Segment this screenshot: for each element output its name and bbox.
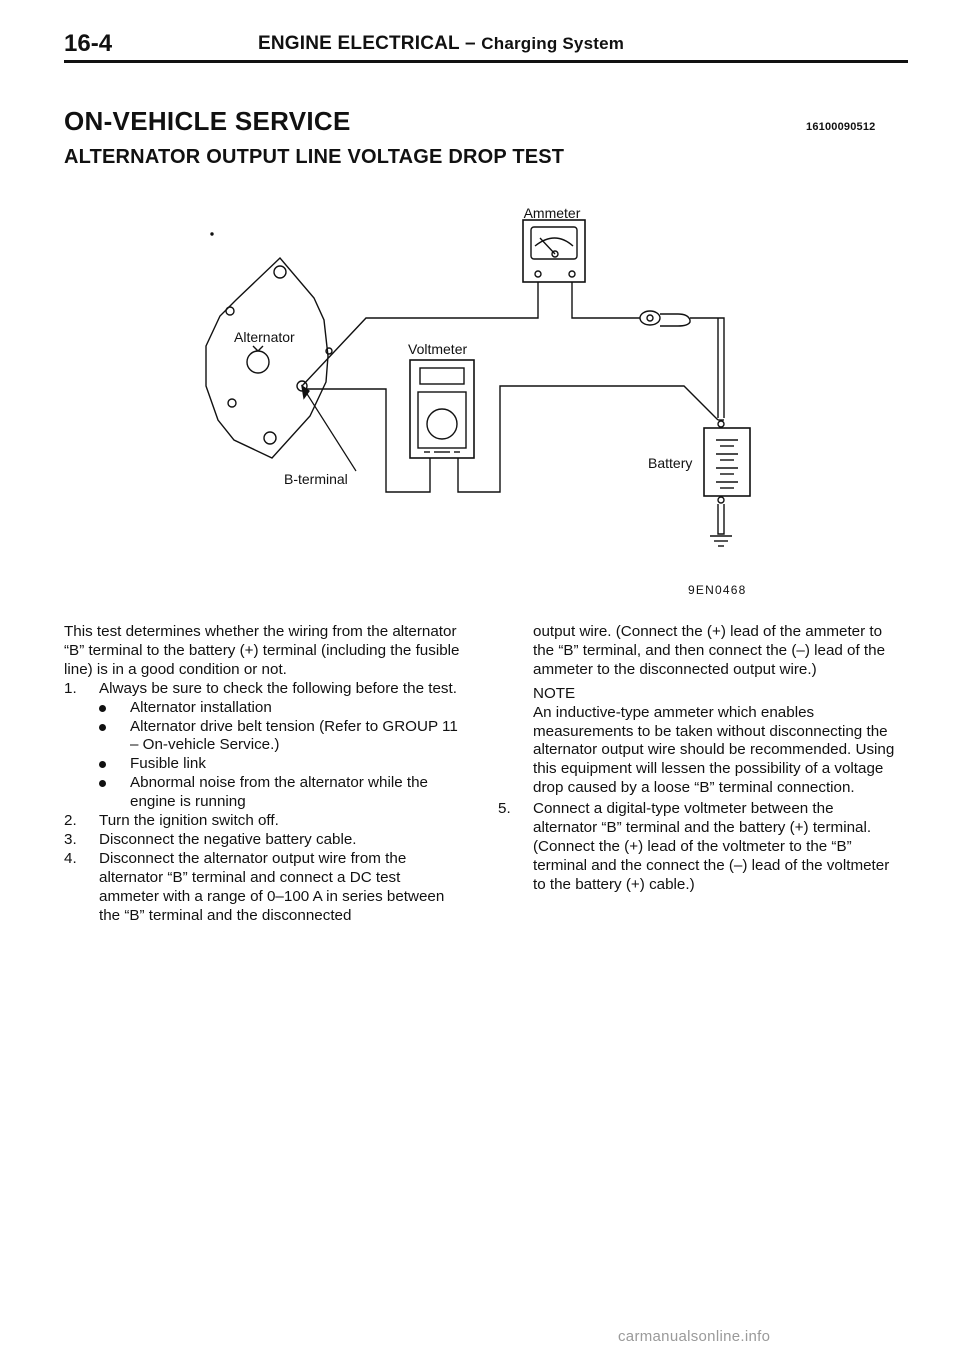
check-item xyxy=(64,774,464,812)
watermark: carmanualsonline.info xyxy=(618,1328,771,1345)
header-subtitle: Charging System xyxy=(481,34,625,53)
step-number: 4. xyxy=(64,849,77,867)
voltmeter-label: Voltmeter xyxy=(408,341,468,357)
note-label: NOTE xyxy=(533,684,576,702)
bullet-icon xyxy=(99,780,106,787)
step-4 xyxy=(64,850,464,926)
page-number: 16-4 xyxy=(64,30,113,57)
alternator-icon xyxy=(206,258,332,458)
check-item xyxy=(64,755,464,774)
check-item xyxy=(64,718,464,756)
check-text: Alternator installation xyxy=(130,698,272,716)
step-1 xyxy=(64,680,464,699)
test-title: ALTERNATOR OUTPUT LINE VOLTAGE DROP TEST xyxy=(64,146,565,168)
header-main-title: ENGINE ELECTRICAL xyxy=(258,33,460,54)
check-text: Alternator drive belt tension (Refer to GROUP 11 – On-vehicle Service.) xyxy=(130,717,458,754)
bullet-icon xyxy=(99,724,106,731)
header-title xyxy=(258,33,624,55)
wiring-diagram xyxy=(150,196,810,606)
step-5 xyxy=(498,800,900,895)
battery-label: Battery xyxy=(648,455,693,471)
intro-paragraph: This test determines whether the wiring from the alternator “B” terminal to the battery (+) terminal (including the fusible line) is in a good condition or not. xyxy=(64,623,460,678)
check-text: Abnormal noise from the alternator while the engine is running xyxy=(130,774,428,811)
b-terminal-label: B-terminal xyxy=(284,471,348,487)
bullet-icon xyxy=(99,705,106,712)
left-column xyxy=(64,623,464,926)
step-number: 5. xyxy=(498,800,511,818)
alternator-label: Alternator xyxy=(234,329,295,345)
header-separator: – xyxy=(465,33,476,54)
header-rule xyxy=(64,60,908,63)
step-2 xyxy=(64,812,464,831)
battery-icon xyxy=(704,420,750,546)
step-text: Connect a digital-type voltmeter between the alternator “B” terminal and the battery (+) terminal. (Connect the (+) lead of the voltmeter to the “B” terminal and the connect the (–) lead of the voltmeter to the battery (+) cable.) xyxy=(533,800,890,893)
step-text: Disconnect the alternator output wire from the alternator “B” terminal and connect a DC test ammeter with a range of 0–100 A in series between the “B” terminal and the disconnected xyxy=(99,849,445,924)
right-column xyxy=(498,623,900,895)
step-number: 2. xyxy=(64,812,77,830)
step-3 xyxy=(64,831,464,850)
ammeter-label: Ammeter xyxy=(523,205,581,221)
step-text: Disconnect the negative battery cable. xyxy=(99,830,357,848)
step-number: 3. xyxy=(64,830,77,848)
check-text: Fusible link xyxy=(130,755,206,773)
check-item xyxy=(64,699,464,718)
voltmeter-icon xyxy=(410,360,474,458)
bullet-icon xyxy=(99,761,106,768)
section-code: 16100090512 xyxy=(806,121,876,133)
figure-code: 9EN0468 xyxy=(688,583,747,597)
note-text: An inductive-type ammeter which enables measurements to be taken without disconnecting the alternator output wire should be recommended. Using this equipment will lessen the possibility of a voltage drop caused by a loose “B” terminal connection. xyxy=(533,703,895,797)
step-text: Turn the ignition switch off. xyxy=(99,812,279,830)
section-title: ON-VEHICLE SERVICE xyxy=(64,106,351,136)
ammeter-icon xyxy=(523,220,585,282)
step-number: 1. xyxy=(64,679,77,697)
step-4-continued: output wire. (Connect the (+) lead of the ammeter to the “B” terminal, and then connect the (–) lead of the ammeter to the disconnected output wire.) xyxy=(533,623,886,678)
step-text: Always be sure to check the following before the test. xyxy=(99,679,457,697)
